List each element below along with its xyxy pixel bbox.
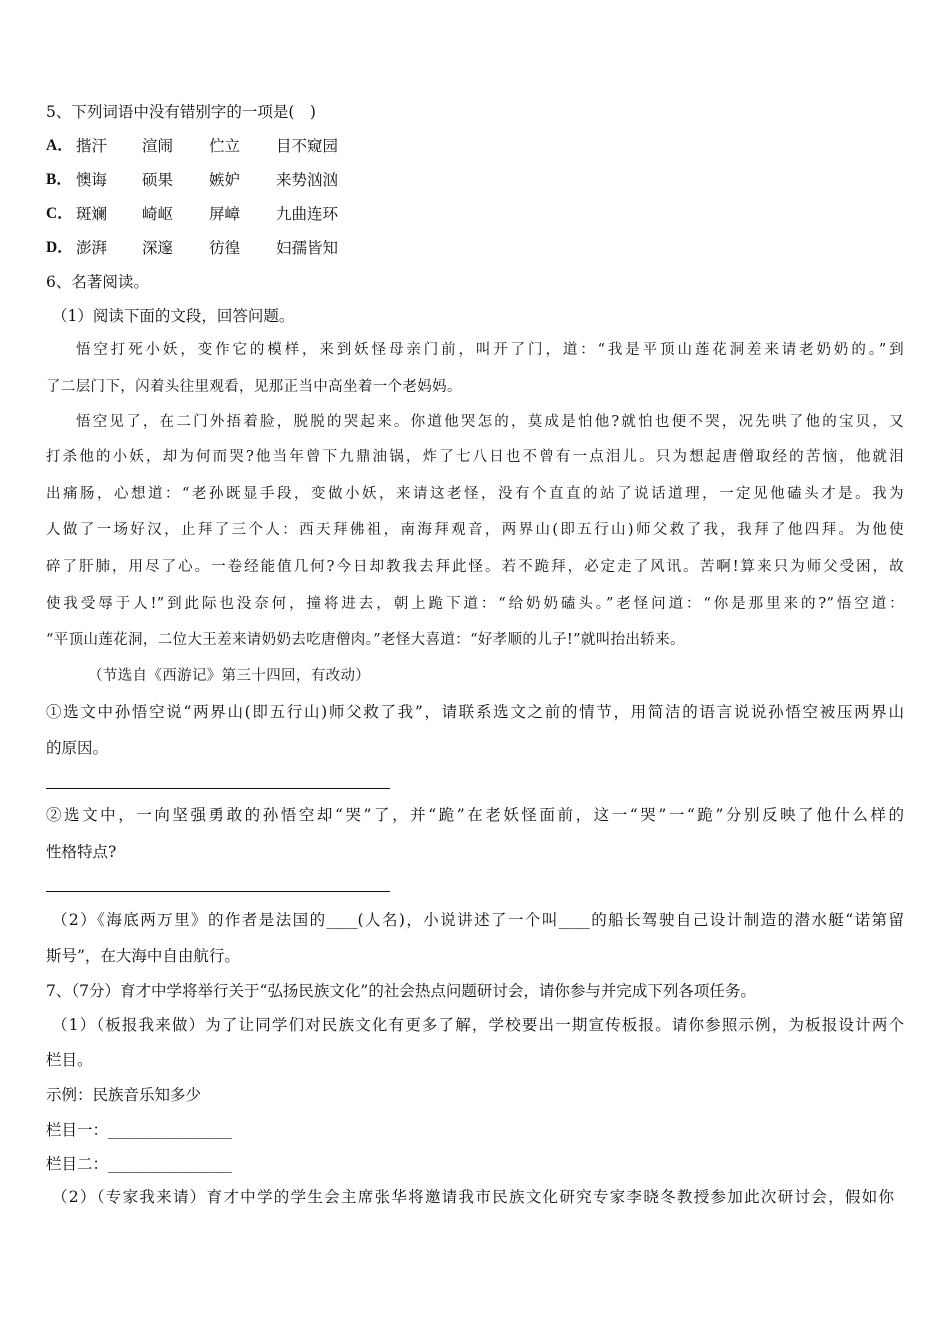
q7-column-1[interactable]: 栏目一：________________: [46, 1121, 233, 1139]
option-label: D．: [46, 239, 73, 256]
option-word: 崎岖: [142, 205, 174, 223]
q7-example: 示例：民族音乐知多少: [46, 1086, 202, 1104]
q7-part2-line1: （2）（专家我来请）育才中学的学生会主席张华将邀请我市民族文化研究专家李晓冬教授参加此次研讨会，假如你: [52, 1188, 894, 1206]
passage-line: 人做了一场好汉，止拜了三个人：西天拜佛祖，南海拜观音，两界山(即五行山)师父救了我，我拜了他四拜。为他使: [46, 522, 904, 538]
q6-subq2-line2: 性格特点?: [46, 843, 117, 861]
passage-line: 悟空见了，在二门外捂着脸，脱脱的哭起来。你道他哭怎的，莫成是怕他?就怕也便不哭，况先哄了他的宝贝，又: [76, 414, 904, 430]
option-word: 屏嶂: [209, 205, 241, 223]
option-word: 彷徨: [209, 239, 241, 257]
option-word: 来势汹汹: [276, 171, 339, 189]
passage-line: 使我受辱于人!”到此际也没奈何，撞将进去，朝上跪下道：“给奶奶磕头。”老怪问道：“你是那里来的?”悟空道：: [46, 596, 904, 612]
q6-part1-intro: （1）阅读下面的文段，回答问题。: [52, 307, 295, 325]
passage-line: 出痛肠，心想道：“老孙既显手段，变做小妖，来请这老怪，没有个直直的站了说话道理，一定见他磕头才是。我为: [46, 486, 904, 502]
option-word: 妇孺皆知: [276, 239, 339, 257]
q5-stem: 5、下列词语中没有错别字的一项是( ): [46, 103, 316, 121]
q7-part1-line1: （1）（板报我来做）为了让同学们对民族文化有更多了解，学校要出一期宣传板报。请你参照示例，为板报设计两个: [52, 1016, 904, 1034]
option-word: 目不窥园: [276, 137, 339, 155]
option-word: 深邃: [142, 239, 174, 257]
q7-stem: 7、（7分）育才中学将举行关于“弘扬民族文化”的社会热点问题研讨会，请你参与并完成下列各项任务。: [46, 982, 756, 1000]
passage-line: 碎了肝肺，用尽了心。一卷经能值几何?今日却教我去拜此怪。若不跪拜，必定走了风讯。苦啊!算来只为师父受困，故: [46, 559, 904, 575]
q6-subq1-line1: ①选文中孙悟空说“两界山(即五行山)师父救了我”，请联系选文之前的情节，用简洁的语言说说孙悟空被压两界山: [46, 703, 904, 721]
answer-line[interactable]: [46, 788, 390, 789]
q7-column-2[interactable]: 栏目二：________________: [46, 1155, 233, 1173]
option-label: A．: [46, 137, 73, 154]
option-word: 九曲连环: [276, 205, 339, 223]
q6-subq1-line2: 的原因。: [46, 739, 109, 757]
q6-stem: 6、名著阅读。: [46, 273, 149, 291]
option-word: 嫉妒: [209, 171, 241, 189]
q6-part2-line1: （2）《海底两万里》的作者是法国的____(人名)，小说讲述了一个叫____的船长驾驶自己设计制造的潜水艇“诺第留: [52, 911, 904, 929]
option-label: C．: [46, 205, 73, 222]
passage-line: 悟空打死小妖，变作它的模样，来到妖怪母亲门前，叫开了门，道：“我是平顶山莲花洞差来请老奶奶的。”到: [76, 342, 904, 358]
passage-line: 打杀他的小妖，却为何而哭?他当年曾下九鼎油锅，炸了七八日也不曾有一点泪儿。只为想起唐僧取经的苦恼，他就泪: [46, 449, 904, 465]
option-word: 渲闹: [142, 137, 174, 155]
answer-line[interactable]: [46, 891, 390, 892]
q6-subq2-line1: ②选文中，一向坚强勇敢的孙悟空却“哭”了，并“跪”在老妖怪面前，这一“哭”一“跪”分别反映了他什么样的: [46, 806, 904, 824]
q6-part2-line2: 斯号”，在大海中自由航行。: [46, 947, 240, 965]
option-word: 硕果: [142, 171, 174, 189]
option-label: B．: [46, 171, 72, 188]
passage-line: “平顶山莲花洞，二位大王差来请奶奶去吃唐僧肉。”老怪大喜道：“好孝顺的儿子!”就叫抬出轿来。: [46, 632, 685, 648]
option-word: 斑斓: [76, 205, 108, 223]
passage-source: （节选自《西游记》第三十四回，有改动）: [88, 668, 371, 684]
option-word: 懊诲: [76, 171, 108, 189]
option-word: 澎湃: [76, 239, 108, 257]
option-word: 伫立: [209, 137, 241, 155]
option-word: 揩汗: [76, 137, 108, 155]
passage-line: 了二层门下，闪着头往里观看，见那正当中高坐着一个老妈妈。: [46, 379, 462, 395]
q7-part1-line2: 栏目。: [46, 1051, 93, 1069]
